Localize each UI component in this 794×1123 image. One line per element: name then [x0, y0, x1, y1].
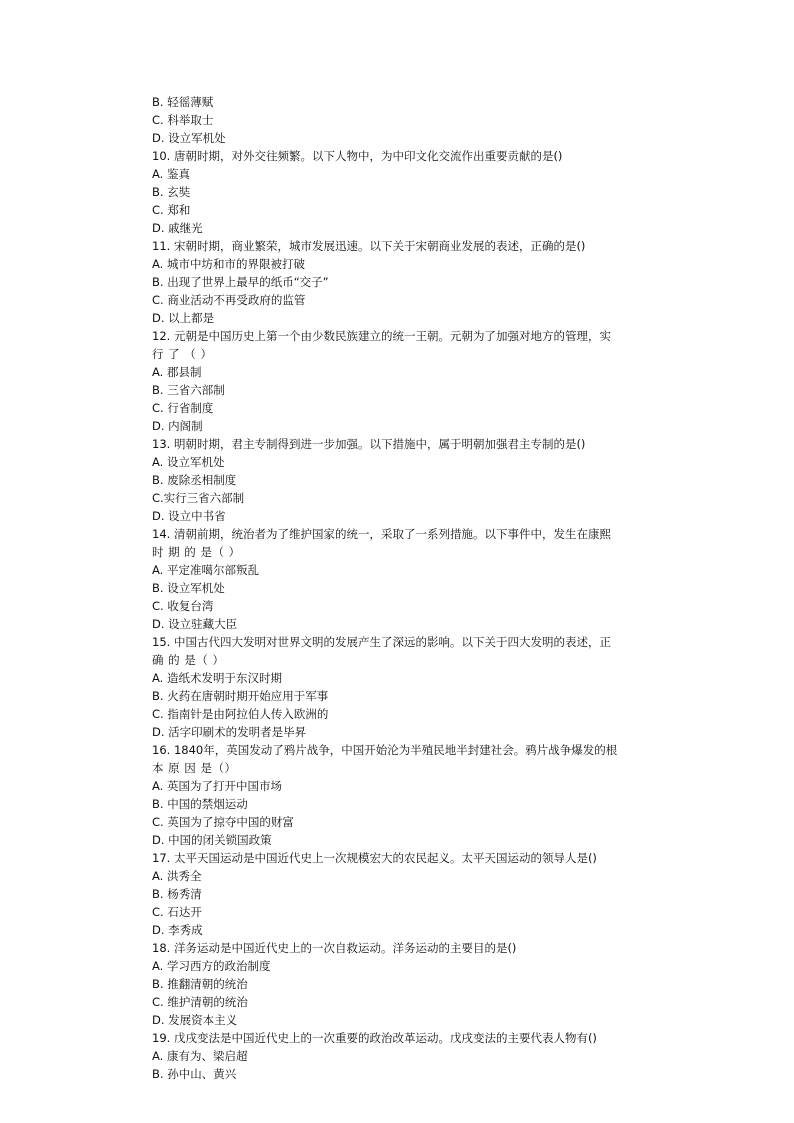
option-text: A. 城市中坊和市的界限被打破 [152, 257, 305, 271]
prev-question-options [152, 93, 644, 147]
question-block [152, 939, 644, 1029]
question-block [152, 849, 644, 939]
option-text: C. 科举取士 [152, 113, 214, 127]
question-stem: 18. 洋务运动是中国近代史上的一次自救运动。洋务运动的主要目的是() [152, 941, 517, 955]
question-block [152, 633, 644, 741]
option-text: B. 火药在唐朝时期开始应用于军事 [152, 689, 329, 703]
question-stem: 15. 中国古代四大发明对世界文明的发展产生了深远的影响。以下关于四大发明的表述，正 [152, 635, 611, 649]
question-stem: 10. 唐朝时期，对外交往频繁。以下人物中，为中印文化交流作出重要贡献的是() [152, 149, 563, 163]
option-text: C. 指南针是由阿拉伯人传入欧洲的 [152, 707, 329, 721]
question-block [152, 435, 644, 525]
option-text: D. 李秀成 [152, 923, 203, 937]
option-text: A. 郡县制 [152, 365, 202, 379]
option-text: A. 学习西方的政治制度 [152, 959, 271, 973]
question-stem: 14. 清朝前期，统治者为了维护国家的统一，采取了一系列措施。以下事件中，发生在康熙 [152, 527, 611, 541]
option-text: B. 孙中山、黄兴 [152, 1067, 237, 1081]
question-stem-continued: 本 原 因 是（） [152, 761, 237, 775]
option-text: A. 英国为了打开中国市场 [152, 779, 282, 793]
option-text: B. 杨秀清 [152, 887, 202, 901]
question-block [152, 147, 644, 237]
question-stem-continued: 确 的 是（ ） [152, 653, 225, 667]
option-text: C. 维护清朝的统治 [152, 995, 248, 1009]
option-text: C. 收复台湾 [152, 599, 214, 613]
question-stem: 19. 戊戌变法是中国近代史上的一次重要的政治改革运动。戊戌变法的主要代表人物有() [152, 1031, 597, 1045]
question-block [152, 327, 644, 435]
option-text: B. 设立军机处 [152, 581, 225, 595]
question-stem: 16. 1840年，英国发动了鸦片战争，中国开始沦为半殖民地半封建社会。鸦片战争爆发的根 [152, 743, 618, 757]
option-text: D. 中国的闭关锁国政策 [152, 833, 272, 847]
question-stem: 12. 元朝是中国历史上第一个由少数民族建立的统一王朝。元朝为了加强对地方的管理，实 [152, 329, 611, 343]
question-stem: 17. 太平天国运动是中国近代史上一次规模宏大的农民起义。太平天国运动的领导人是() [152, 851, 597, 865]
option-text: A. 康有为、梁启超 [152, 1049, 248, 1063]
option-text: B. 三省六部制 [152, 383, 225, 397]
option-text: A. 造纸术发明于东汉时期 [152, 671, 282, 685]
option-text: C. 商业活动不再受政府的监管 [152, 293, 306, 307]
option-text: D. 内阁制 [152, 419, 203, 433]
option-text: B. 轻徭薄赋 [152, 95, 214, 109]
question-stem-continued: 行 了 （ ） [152, 347, 213, 361]
question-block [152, 741, 644, 849]
question-stem-continued: 时 期 的 是（ ） [152, 545, 241, 559]
option-text: B. 推翻清朝的统治 [152, 977, 248, 991]
option-text: C. 郑和 [152, 203, 191, 217]
option-text: C. 英国为了掠夺中国的财富 [152, 815, 294, 829]
option-text: D. 以上都是 [152, 311, 215, 325]
option-text: D. 设立驻藏大臣 [152, 617, 238, 631]
question-stem: 13. 明朝时期，君主专制得到进一步加强。以下措施中，属于明朝加强君主专制的是() [152, 437, 586, 451]
option-text: C.实行三省六部制 [152, 491, 245, 505]
option-text: D. 戚继光 [152, 221, 203, 235]
option-text: D. 设立军机处 [152, 131, 226, 145]
question-stem: 11. 宋朝时期，商业繁荣，城市发展迅速。以下关于宋朝商业发展的表述，正确的是() [152, 239, 586, 253]
option-text: D. 活字印刷术的发明者是毕昇 [152, 725, 307, 739]
option-text: A. 鉴真 [152, 167, 190, 181]
question-block [152, 525, 644, 633]
option-text: D. 发展资本主义 [152, 1013, 238, 1027]
option-text: C. 行省制度 [152, 401, 214, 415]
option-text: A. 平定准噶尔部叛乱 [152, 563, 259, 577]
option-text: C. 石达开 [152, 905, 202, 919]
option-text: B. 出现了世界上最早的纸币“交子” [152, 275, 329, 289]
option-text: A. 洪秀全 [152, 869, 202, 883]
question-block [152, 1029, 644, 1083]
option-text: D. 设立中书省 [152, 509, 226, 523]
option-text: B. 废除丞相制度 [152, 473, 237, 487]
option-text: B. 玄奘 [152, 185, 191, 199]
question-list [152, 93, 644, 1083]
option-text: B. 中国的禁烟运动 [152, 797, 248, 811]
question-block [152, 237, 644, 327]
option-text: A. 设立军机处 [152, 455, 225, 469]
